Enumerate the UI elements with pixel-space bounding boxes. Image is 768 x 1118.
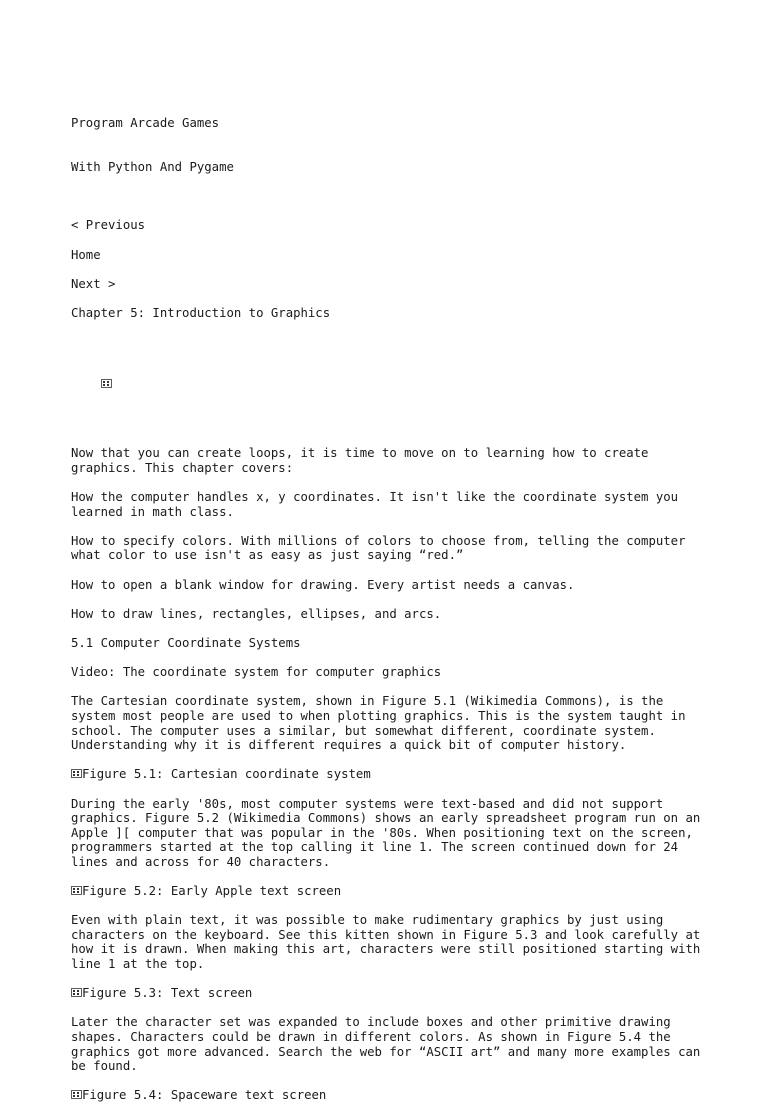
missing-glyph-icon bbox=[101, 350, 112, 359]
missing-glyph-icon bbox=[71, 769, 82, 778]
missing-glyph-icon bbox=[71, 886, 82, 895]
figure-caption-text: Figure 5.3: Text screen bbox=[82, 986, 253, 1001]
previous-link[interactable]: < Previous bbox=[71, 218, 146, 233]
chapter-intro: Now that you can create loops, it is time to move on to learning how to create graphics. This chapter covers: bbox=[71, 446, 656, 475]
figure-caption-text: Figure 5.4: Spaceware text screen bbox=[82, 1088, 327, 1103]
book-title bbox=[71, 87, 711, 204]
figure-caption-5-1 bbox=[71, 767, 711, 782]
covers-item-colors: How to specify colors. With millions of colors to choose from, telling the computer what color to use isn't as easy as just saying “red.” bbox=[71, 533, 693, 563]
next-link[interactable]: Next > bbox=[71, 276, 116, 291]
paragraph-plain-text: Even with plain text, it was possible to make rudimentary graphics by just using characters on the keyboard. See this kitten shown in Figure 5.3 and look carefully at how it is drawn. When making this art, characters were still positioned starting with line 1 at the top. bbox=[71, 913, 708, 972]
book-title-line-2: With Python And Pygame bbox=[71, 159, 234, 174]
paragraph-cartesian: The Cartesian coordinate system, shown in Figure 5.1 (Wikimedia Commons), is the system most people are used to when plotting graphics. This is the system taught in school. The computer uses a similar, but somewhat different, coordinate system. Understanding why it is different requires a quick bit of computer history. bbox=[71, 694, 693, 753]
section-heading: 5.1 Computer Coordinate Systems bbox=[71, 635, 301, 650]
covers-item-window: How to open a blank window for drawing. Every artist needs a canvas. bbox=[71, 577, 575, 592]
chapter-title: Chapter 5: Introduction to Graphics bbox=[71, 305, 331, 320]
figure-caption-5-4 bbox=[71, 1088, 711, 1103]
figure-caption-5-2 bbox=[71, 884, 711, 899]
missing-glyph-icon bbox=[71, 1090, 82, 1099]
video-link[interactable]: Video: The coordinate system for computer graphics bbox=[71, 665, 442, 680]
figure-caption-5-3 bbox=[71, 986, 711, 1001]
book-title-line-1: Program Arcade Games bbox=[71, 116, 220, 131]
figure-caption-text: Figure 5.2: Early Apple text screen bbox=[82, 884, 342, 899]
figure-caption-text: Figure 5.1: Cartesian coordinate system bbox=[82, 767, 371, 782]
chapter-image-placeholder bbox=[71, 335, 711, 432]
covers-item-shapes: How to draw lines, rectangles, ellipses, and arcs. bbox=[71, 606, 442, 621]
document-page bbox=[71, 87, 711, 1118]
covers-item-coordinates: How the computer handles x, y coordinates. It isn't like the coordinate system you learned in math class. bbox=[71, 490, 686, 519]
paragraph-early-80s: During the early '80s, most computer systems were text-based and did not support graphics. Figure 5.2 (Wikimedia Commons) shows an early spreadsheet program run on an Apple ][ computer that was popular in the '80s. When positioning text on the screen, programmers started at the top calling it line 1. The screen continued down for 24 lines and across for 40 characters. bbox=[71, 796, 708, 869]
paragraph-character-set: Later the character set was expanded to include boxes and other primitive drawing shapes. Characters could be drawn in different colors. As shown in Figure 5.4 the graphics got more advanced. Search the web for “ASCII art” and many more examples can be found. bbox=[71, 1015, 708, 1074]
home-link[interactable]: Home bbox=[71, 247, 101, 262]
missing-glyph-icon bbox=[71, 988, 82, 997]
